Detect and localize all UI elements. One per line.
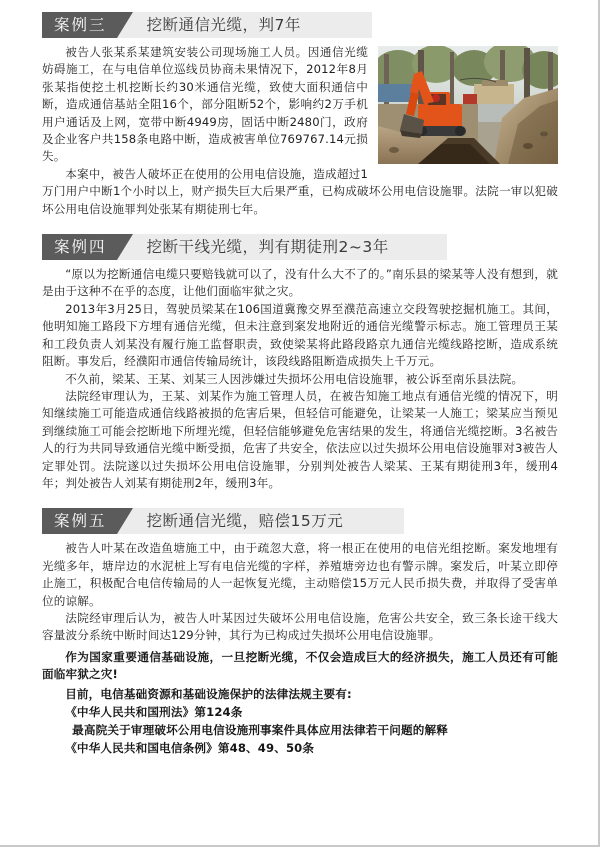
case-four-paragraph-4: 法院经审理认为，王某、刘某作为施工管理人员，在被告知施工地点有通信光缆的情况下，明知继续施工可能造成通信线路被损的危害后果，但轻信可能避免，让梁某一人施工；梁某应当预见到继续施工可能会挖断地下所埋光缆，但轻信能够避免危害结果的发生，将通信光缆挖断。3名被告人的行为共同导致通信光缆中断受损，危害了共安全，依法应以过失损坏公用电信设施罪对3被告人定罪处罚。法院遂以过失损坏公用电信设施罪，分别判处被告人梁某、王某有期徒刑3年，缓刑4年；判处被告人刘某有期徒刑2年，缓刑3年。 — [42, 388, 558, 490]
laws-intro: 目前，电信基础资源和基础设施保护的法律法规主要有: — [65, 686, 352, 701]
case-tag-five-arrow-icon — [117, 508, 133, 534]
case-four-body — [42, 266, 558, 492]
case-three-body — [42, 44, 558, 218]
case-title-four: 挖断干线光缆，判有期徒刑2~3年 — [146, 238, 389, 257]
case-five-paragraph-2: 法院经审理后认为，被告人叶某因过失破坏公用电信设施，危害公共安全，致三条长途干线大容量波分系统中断时间达129分钟，其行为已构成过失损坏公用电信设施罪。 — [42, 610, 558, 643]
case-tag-four-arrow-icon — [117, 234, 133, 260]
legal-reference-supreme-court-interpretation: 最高院关于审理破坏公用电信设施刑事案件具体应用法律若干问题的解释 — [72, 723, 448, 737]
conclusion-warning: 作为国家重要通信基础设施，一旦挖断光缆，不仅会造成巨大的经济损失，施工人员还有可能面临牢狱之灾! — [42, 649, 558, 682]
legal-reference-telecom-regulations: 《中华人民共和国电信条例》第48、49、50条 — [65, 741, 315, 755]
case-title-three: 挖断通信光缆，判7年 — [146, 16, 301, 34]
case-banner-three — [42, 12, 558, 38]
conclusion-section — [42, 649, 558, 757]
case-title-five: 挖断通信光缆，赔偿15万元 — [146, 512, 344, 531]
case-four-paragraph-1: “原以为挖断通信电缆只要赔钱就可以了，没有什么大不了的。”南乐县的梁某等人没有想到，就是由于这种不在乎的态度，让他们面临牢狱之灾。 — [42, 267, 558, 299]
case-four-paragraph-3: 不久前，梁某、王某、刘某三人因涉嫌过失损坏公用电信设施罪，被公诉至南乐县法院。 — [65, 371, 524, 386]
case-three-paragraph-1: 被告人张某系某建筑安装公司现场施工人员。因通信光缆妨碍施工，在与电信单位巡线员协商未果情况下，2012年8月张某指使挖土机挖断长约30米通信光缆，致使大面积通信中断，造成通信基站全阻16个，部分阻断52个，影响约2万手机用户通话及上网，宽带中断4949房，固话中断2480门，政府及企业客户共158条电路中断，造成被害单位769767.14元损失。 — [42, 45, 368, 164]
case-three-paragraph-2: 本案中，被告人破坏正在使用的公用电信设施，造成超过1万门用户中断1个小时以上，财产损失巨大后果严重，已构成破坏公用电信设施罪。法院一审以犯破坏公用电信设施罪判处张某有期徒刑七年。 — [42, 166, 558, 216]
case-five-paragraph-1: 被告人叶某在改造鱼塘施工中，由于疏忽大意，将一根正在使用的电信光组挖断。案发地埋有光缆多年，塘岸边的水泥桩上写有电信光缆的字样，养殖塘旁边也有警示牌。案发后，叶某立即停止施工，积极配合电信传输局的人一起恢复光缆，主动赔偿15万元人民币损失费，并取得了受害单位的谅解。 — [42, 541, 558, 608]
case-tag-four: 案例四 — [42, 234, 117, 260]
page-content — [42, 0, 558, 847]
excavator-photo-container — [378, 46, 558, 164]
case-banner-four — [42, 234, 558, 260]
case-five-body — [42, 540, 558, 644]
excavator-digging-trench-photo — [378, 46, 558, 164]
case-four-paragraph-2: 2013年3月25日，驾驶员梁某在106国道冀豫交界至濮范高速立交段驾驶挖掘机施工。其间，他明知施工路段下方埋有通信光缆，但未注意到案发地附近的通信光缆警示标志。施工管理员王某和工段负责人刘某没有履行施工监督职责，致使梁某将此路段路京九通信光缆线路挖断，造成系统阻断。事发后，经濮阳市通信传输局统计，该段线路阻断造成损失上千万元。 — [42, 301, 558, 369]
legal-reference-criminal-law: 《中华人民共和国刑法》第124条 — [65, 705, 243, 719]
case-banner-five — [42, 508, 558, 534]
case-tag-five: 案例五 — [42, 508, 117, 534]
case-tag-three: 案例三 — [42, 12, 117, 38]
case-tag-three-arrow-icon — [117, 12, 133, 38]
